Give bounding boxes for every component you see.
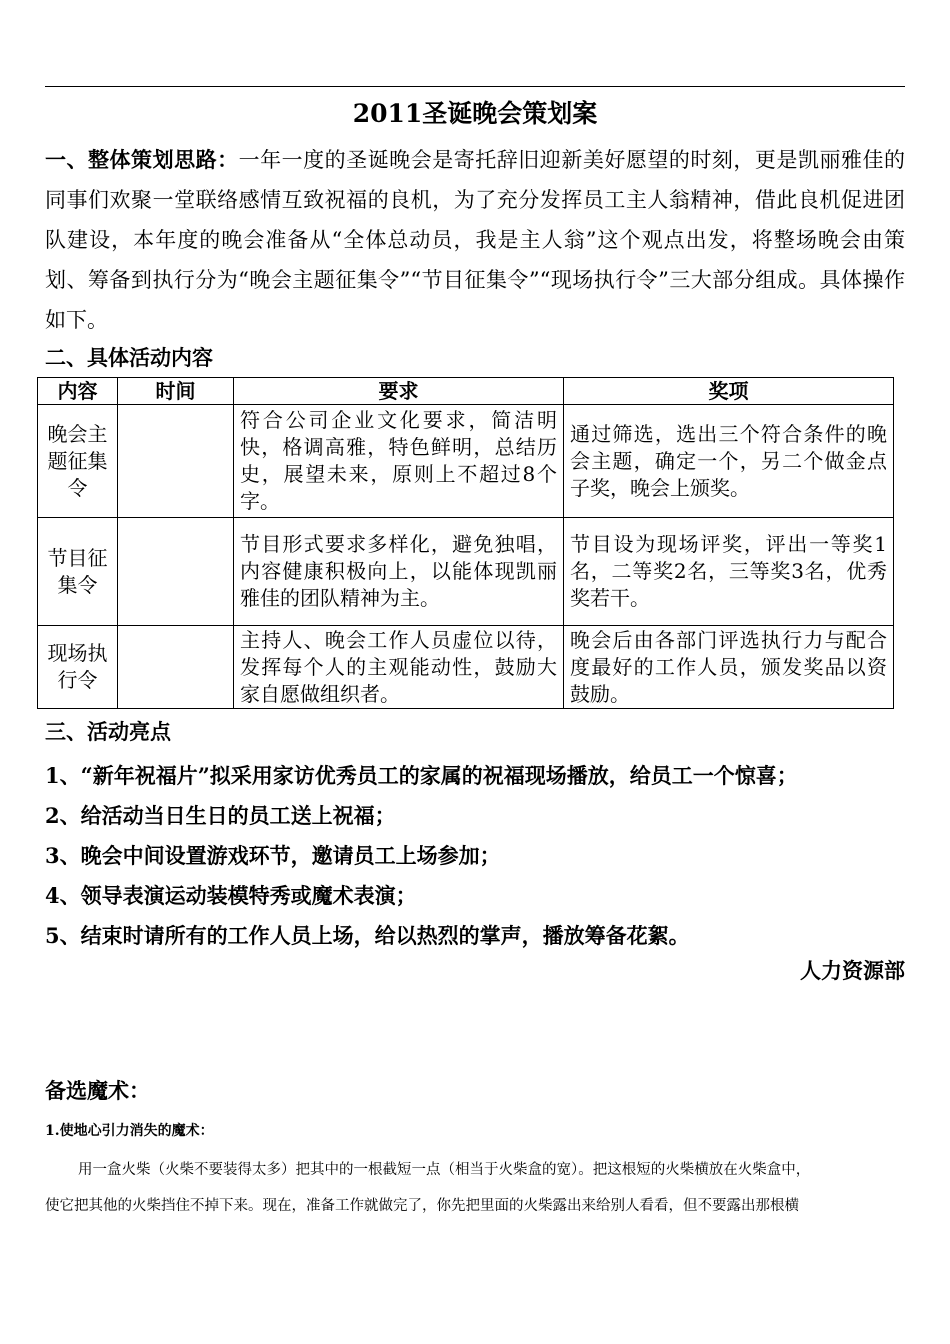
- magic-heading: 备选魔术：: [45, 1078, 150, 1103]
- table-row: [38, 405, 894, 518]
- row-time: [118, 405, 234, 518]
- section1-heading: 一、整体策划思路：: [45, 147, 239, 172]
- magic-line-1: 用一盒火柴（火柴不要装得太多）把其中的一根截短一点（相当于火柴盒的宽）。把这根短的火柴横放在火柴盒中，: [78, 1162, 811, 1178]
- section3-heading: 三、活动亮点: [45, 719, 171, 744]
- row-content: 现场执行令: [38, 626, 118, 709]
- list-item: 2、给活动当日生日的员工送上祝福；: [45, 803, 396, 828]
- row-requirement: 节目形式要求多样化，避免独唱，内容健康积极向上，以能体现凯丽雅佳的团队精神为主。: [234, 518, 564, 626]
- magic-body: [45, 1152, 905, 1224]
- section1-paragraph: [45, 140, 905, 340]
- list-item: 5、结束时请所有的工作人员上场，给以热烈的掌声，播放筹备花絮。: [45, 923, 690, 948]
- header-content: 内容: [38, 378, 118, 405]
- activity-table: [37, 377, 894, 709]
- row-time: [118, 626, 234, 709]
- magic-subheading: 1.使地心引力消失的魔术：: [45, 1123, 214, 1139]
- header-time: 时间: [118, 378, 234, 405]
- list-item: 4、领导表演运动装模特秀或魔术表演；: [45, 883, 417, 908]
- document-title: 2011圣诞晚会策划案: [352, 99, 598, 128]
- section1-text: 一年一度的圣诞晚会是寄托辞旧迎新美好愿望的时刻，更是凯丽雅佳的同事们欢聚一堂联络感情互致祝福的良机，为了充分发挥员工主人翁精神，借此良机促进团队建设，本年度的晚会准备从“全体总动员，我是主人翁”这个观点出发，将整场晚会由策划、筹备到执行分为“晚会主题征集令”“节目征集令”“现场执行令”三大部分组成。具体操作如下。: [45, 148, 906, 332]
- row-content: 节目征集令: [38, 518, 118, 626]
- magic-line-2: 使它把其他的火柴挡住不掉下来。现在，准备工作就做完了，你先把里面的火柴露出来给别人看看，但不要露出那根横: [45, 1198, 799, 1214]
- signature: 人力资源部: [800, 958, 905, 983]
- highlights-list: [45, 756, 905, 956]
- table-row: [38, 626, 894, 709]
- table-header-row: [38, 378, 894, 405]
- section2-heading: 二、具体活动内容: [45, 345, 213, 370]
- list-item: 1、“新年祝福片”拟采用家访优秀员工的家属的祝福现场播放，给员工一个惊喜；: [45, 763, 798, 788]
- row-requirement: 主持人、晚会工作人员虚位以待，发挥每个人的主观能动性，鼓励大家自愿做组织者。: [234, 626, 564, 709]
- row-content: 晚会主题征集令: [38, 405, 118, 518]
- row-award: 晚会后由各部门评选执行力与配合度最好的工作人员，颁发奖品以资鼓励。: [564, 626, 894, 709]
- header-requirement: 要求: [234, 378, 564, 405]
- row-time: [118, 518, 234, 626]
- list-item: 3、晚会中间设置游戏环节，邀请员工上场参加；: [45, 843, 501, 868]
- header-award: 奖项: [564, 378, 894, 405]
- row-requirement: 符合公司企业文化要求，简洁明快，格调高雅，特色鲜明，总结历史，展望未来，原则上不超过8个字。: [234, 405, 564, 518]
- row-award: 节目设为现场评奖，评出一等奖1名，二等奖2名，三等奖3名，优秀奖若干。: [564, 518, 894, 626]
- table-row: [38, 518, 894, 626]
- header-rule: [45, 86, 905, 87]
- row-award: 通过筛选，选出三个符合条件的晚会主题，确定一个，另二个做金点子奖，晚会上颁奖。: [564, 405, 894, 518]
